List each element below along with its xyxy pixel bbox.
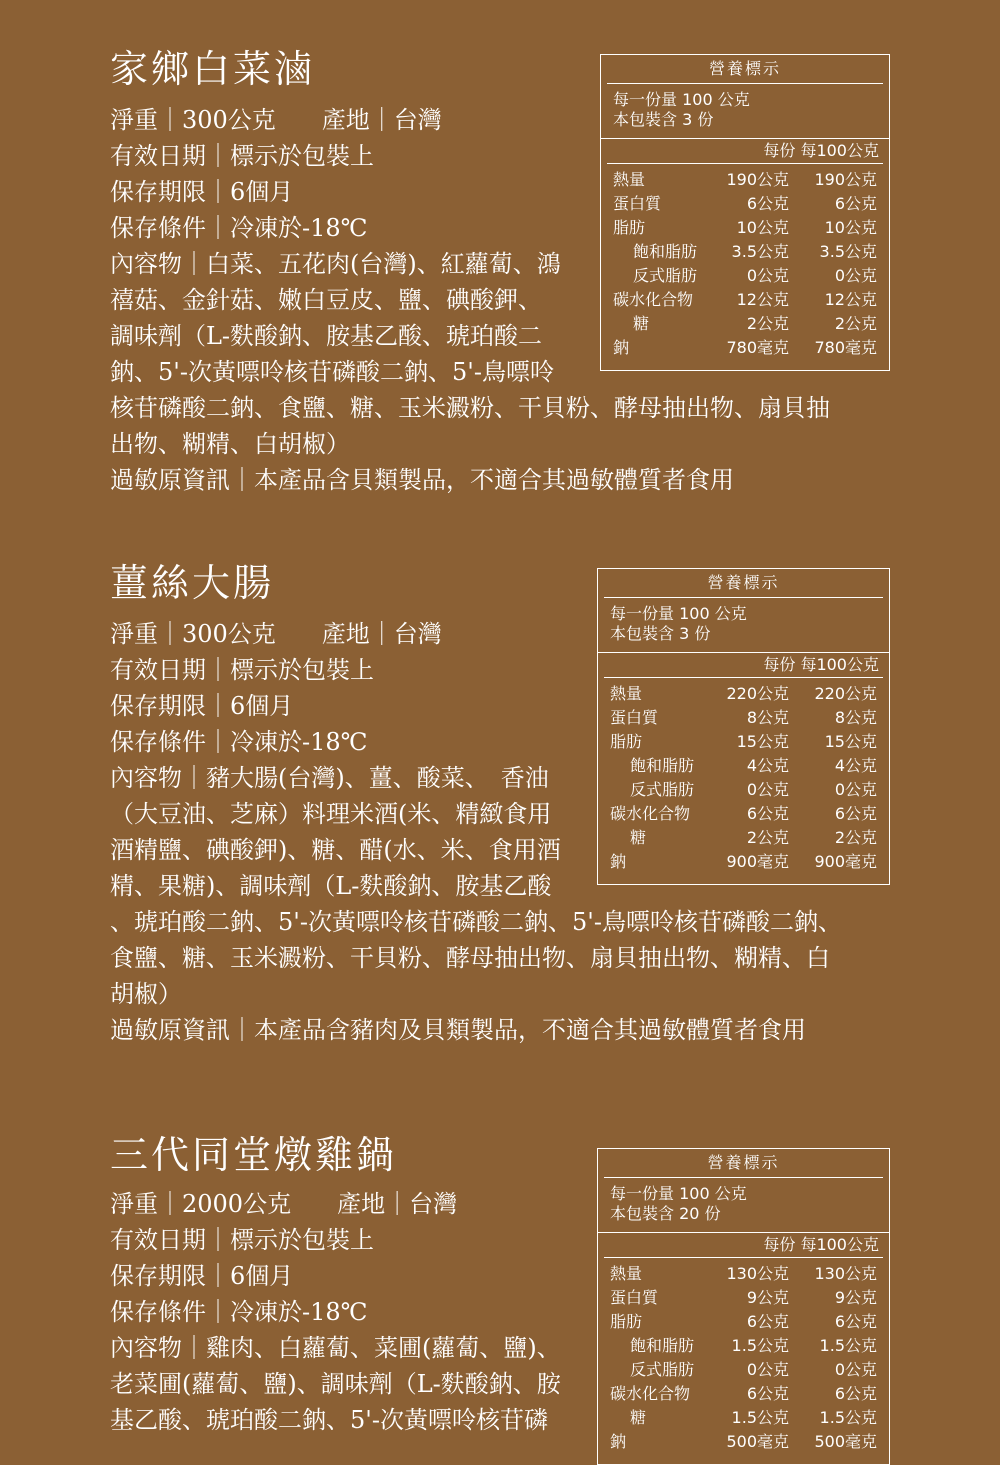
ingredients-line: （大豆油、芝麻）料理米酒(米、精緻食用 — [110, 800, 552, 828]
per-serving-value: 9公克 — [746, 1288, 789, 1307]
nutrient-name: 反式脂肪 — [633, 266, 698, 285]
storage: 保存條件｜冷凍於-18℃ — [110, 728, 368, 756]
nutrition-row — [598, 1286, 889, 1310]
nutrient-name: 碳水化合物 — [610, 1384, 691, 1403]
nutrient-name: 熱量 — [610, 1264, 643, 1283]
serving-info — [601, 84, 889, 139]
ingredients-line: 、琥珀酸二鈉、5'-次黃嘌呤核苷磷酸二鈉、5'-鳥嘌呤核苷磷酸二鈉、 — [110, 908, 842, 936]
nutrient-name: 脂肪 — [610, 732, 643, 751]
servings-per-pack: 本包裝含 3 份 — [610, 624, 711, 643]
per-serving-value: 2公克 — [746, 828, 789, 847]
per-100g-value: 1.5公克 — [819, 1408, 877, 1427]
allergen-info: 過敏原資訊｜本產品含豬肉及貝類製品，不適合其過敏體質者食用 — [110, 1016, 806, 1044]
nutrition-row — [601, 336, 889, 360]
nutrition-title: 營養標示 — [604, 1149, 883, 1178]
nutrient-name: 蛋白質 — [613, 194, 662, 213]
nutrient-name: 脂肪 — [613, 218, 646, 237]
per-serving-value: 190公克 — [726, 170, 789, 189]
nutrient-name: 飽和脂肪 — [630, 1336, 695, 1355]
per-serving-value: 0公克 — [746, 1360, 789, 1379]
per-serving-value: 12公克 — [736, 290, 789, 309]
ingredients-line: 老菜圃(蘿蔔、鹽)、調味劑（L-麩酸鈉、胺 — [110, 1370, 561, 1398]
nutrient-name: 鈉 — [613, 338, 630, 357]
nutrient-name: 蛋白質 — [610, 708, 659, 727]
per-100g-value: 3.5公克 — [819, 242, 877, 261]
nutrition-row — [598, 1382, 889, 1406]
per-serving-value: 900毫克 — [726, 852, 789, 871]
per-100g-value: 10公克 — [824, 218, 877, 237]
product-title: 三代同堂燉雞鍋 — [110, 1133, 398, 1177]
per-serving-value: 15公克 — [736, 732, 789, 751]
per-serving-value: 0公克 — [746, 780, 789, 799]
nutrition-title: 營養標示 — [607, 55, 883, 84]
nutrition-row — [598, 1334, 889, 1358]
storage: 保存條件｜冷凍於-18℃ — [110, 1298, 368, 1326]
per-100g-value: 6公克 — [834, 1312, 877, 1331]
per-100g-value: 130公克 — [814, 1264, 877, 1283]
per-100g-value: 2公克 — [834, 828, 877, 847]
per-serving-value: 2公克 — [746, 314, 789, 333]
column-header: 每份 每100公克 — [607, 139, 883, 164]
nutrition-rows — [598, 1258, 889, 1454]
ingredients-line: 調味劑（L-麩酸鈉、胺基乙酸、琥珀酸二 — [110, 322, 543, 350]
ingredients-line: 胡椒） — [110, 980, 182, 1008]
ingredients-line: 內容物｜雞肉、白蘿蔔、菜圃(蘿蔔、鹽)、 — [110, 1334, 561, 1362]
nutrient-name: 脂肪 — [610, 1312, 643, 1331]
per-100g-value: 220公克 — [814, 684, 877, 703]
servings-per-pack: 本包裝含 20 份 — [610, 1204, 721, 1223]
nutrition-row — [598, 1430, 889, 1454]
nutrition-row — [601, 168, 889, 192]
nutrition-row — [598, 706, 889, 730]
per-serving-value: 8公克 — [746, 708, 789, 727]
per-100g-value: 4公克 — [834, 756, 877, 775]
servings-per-pack: 本包裝含 3 份 — [613, 110, 714, 129]
per-serving-value: 6公克 — [746, 1384, 789, 1403]
shelf-life: 保存期限｜6個月 — [110, 692, 294, 720]
nutrient-name: 糖 — [633, 314, 650, 333]
ingredients-line: 禧菇、金針菇、嫩白豆皮、鹽、碘酸鉀、 — [110, 286, 542, 314]
per-serving-value: 780毫克 — [726, 338, 789, 357]
per-100g-value: 780毫克 — [814, 338, 877, 357]
origin: 產地｜台灣 — [321, 620, 442, 648]
nutrient-name: 熱量 — [610, 684, 643, 703]
product-title: 薑絲大腸 — [110, 561, 275, 605]
storage: 保存條件｜冷凍於-18℃ — [110, 214, 368, 242]
origin: 產地｜台灣 — [321, 106, 442, 134]
nutrition-row — [601, 192, 889, 216]
ingredients-line: 鈉、5'-次黃嘌呤核苷磷酸二鈉、5'-鳥嘌呤 — [110, 358, 554, 386]
allergen-info: 過敏原資訊｜本產品含貝類製品，不適合其過敏體質者食用 — [110, 466, 734, 494]
nutrition-row — [601, 312, 889, 336]
ingredients-line: 食鹽、糖、玉米澱粉、干貝粉、酵母抽出物、扇貝抽出物、糊精、白 — [110, 944, 830, 972]
nutrition-rows — [598, 678, 889, 874]
per-100g-value: 2公克 — [834, 314, 877, 333]
per-100g-value: 900毫克 — [814, 852, 877, 871]
nutrition-row — [598, 754, 889, 778]
per-serving-value: 1.5公克 — [731, 1336, 789, 1355]
column-header: 每份 每100公克 — [604, 1233, 883, 1258]
nutrition-rows — [601, 164, 889, 360]
ingredients-line: 基乙酸、琥珀酸二鈉、5'-次黃嘌呤核苷磷 — [110, 1406, 548, 1434]
per-serving-value: 6公克 — [746, 194, 789, 213]
nutrient-name: 反式脂肪 — [630, 1360, 695, 1379]
nutrition-row — [598, 1358, 889, 1382]
expiry: 有效日期｜標示於包裝上 — [110, 1226, 374, 1254]
per-serving-value: 130公克 — [726, 1264, 789, 1283]
per-serving-value: 3.5公克 — [731, 242, 789, 261]
nutrition-row — [598, 802, 889, 826]
ingredients-line: 酒精鹽、碘酸鉀)、糖、醋(水、米、食用酒 — [110, 836, 561, 864]
per-serving-value: 220公克 — [726, 684, 789, 703]
per-100g-value: 0公克 — [834, 1360, 877, 1379]
column-header: 每份 每100公克 — [604, 653, 883, 678]
product-section-1 — [0, 0, 1000, 520]
per-100g-value: 500毫克 — [814, 1432, 877, 1451]
per-serving-value: 500毫克 — [726, 1432, 789, 1451]
expiry: 有效日期｜標示於包裝上 — [110, 142, 374, 170]
ingredients-line: 精、果糖)、調味劑（L-麩酸鈉、胺基乙酸 — [110, 872, 552, 900]
nutrition-row — [598, 850, 889, 874]
per-100g-value: 0公克 — [834, 780, 877, 799]
nutrition-table — [600, 54, 890, 371]
nutrition-title: 營養標示 — [604, 569, 883, 598]
nutrition-row — [601, 264, 889, 288]
shelf-life: 保存期限｜6個月 — [110, 1262, 294, 1290]
per-100g-value: 6公克 — [834, 804, 877, 823]
per-serving-value: 6公克 — [746, 804, 789, 823]
per-100g-value: 15公克 — [824, 732, 877, 751]
ingredients-line: 出物、糊精、白胡椒） — [110, 430, 350, 458]
nutrient-name: 碳水化合物 — [610, 804, 691, 823]
ingredients-line: 內容物｜豬大腸(台灣)、薑、酸菜、 香油 — [110, 764, 549, 792]
origin: 產地｜台灣 — [337, 1190, 458, 1218]
nutrient-name: 蛋白質 — [610, 1288, 659, 1307]
per-serving-value: 4公克 — [746, 756, 789, 775]
per-100g-value: 1.5公克 — [819, 1336, 877, 1355]
per-100g-value: 12公克 — [824, 290, 877, 309]
nutrition-row — [598, 826, 889, 850]
nutrition-row — [598, 1406, 889, 1430]
product-title: 家鄉白菜滷 — [110, 47, 316, 91]
nutrition-row — [598, 778, 889, 802]
per-100g-value: 6公克 — [834, 1384, 877, 1403]
nutrition-row — [598, 1310, 889, 1334]
ingredients-line: 核苷磷酸二鈉、食鹽、糖、玉米澱粉、干貝粉、酵母抽出物、扇貝抽 — [110, 394, 830, 422]
nutrient-name: 鈉 — [610, 852, 627, 871]
nutrient-name: 飽和脂肪 — [630, 756, 695, 775]
nutrition-row — [601, 288, 889, 312]
per-serving-value: 1.5公克 — [731, 1408, 789, 1427]
product-section-2 — [0, 520, 1000, 1100]
serving-size: 每一份量 100 公克 — [610, 604, 747, 623]
shelf-life: 保存期限｜6個月 — [110, 178, 294, 206]
net-weight: 淨重｜2000公克 — [110, 1190, 292, 1218]
serving-size: 每一份量 100 公克 — [613, 90, 750, 109]
net-weight: 淨重｜300公克 — [110, 106, 276, 134]
nutrition-row — [601, 216, 889, 240]
nutrient-name: 鈉 — [610, 1432, 627, 1451]
nutrition-row — [598, 682, 889, 706]
nutrition-row — [601, 240, 889, 264]
serving-info — [598, 1178, 889, 1233]
per-serving-value: 6公克 — [746, 1312, 789, 1331]
nutrition-row — [598, 730, 889, 754]
nutrition-row — [598, 1262, 889, 1286]
nutrient-name: 熱量 — [613, 170, 646, 189]
per-100g-value: 0公克 — [834, 266, 877, 285]
net-weight: 淨重｜300公克 — [110, 620, 276, 648]
nutrient-name: 反式脂肪 — [630, 780, 695, 799]
per-serving-value: 0公克 — [746, 266, 789, 285]
nutrient-name: 飽和脂肪 — [633, 242, 698, 261]
per-100g-value: 9公克 — [834, 1288, 877, 1307]
serving-size: 每一份量 100 公克 — [610, 1184, 747, 1203]
nutrition-table — [597, 568, 890, 885]
nutrient-name: 糖 — [630, 828, 647, 847]
serving-info — [598, 598, 889, 653]
nutrition-table — [597, 1148, 890, 1465]
per-100g-value: 6公克 — [834, 194, 877, 213]
per-serving-value: 10公克 — [736, 218, 789, 237]
per-100g-value: 190公克 — [814, 170, 877, 189]
ingredients-line: 內容物｜白菜、五花肉(台灣)、紅蘿蔔、鴻 — [110, 250, 561, 278]
per-100g-value: 8公克 — [834, 708, 877, 727]
expiry: 有效日期｜標示於包裝上 — [110, 656, 374, 684]
nutrient-name: 碳水化合物 — [613, 290, 694, 309]
nutrient-name: 糖 — [630, 1408, 647, 1427]
product-section-3 — [0, 1100, 1000, 1451]
